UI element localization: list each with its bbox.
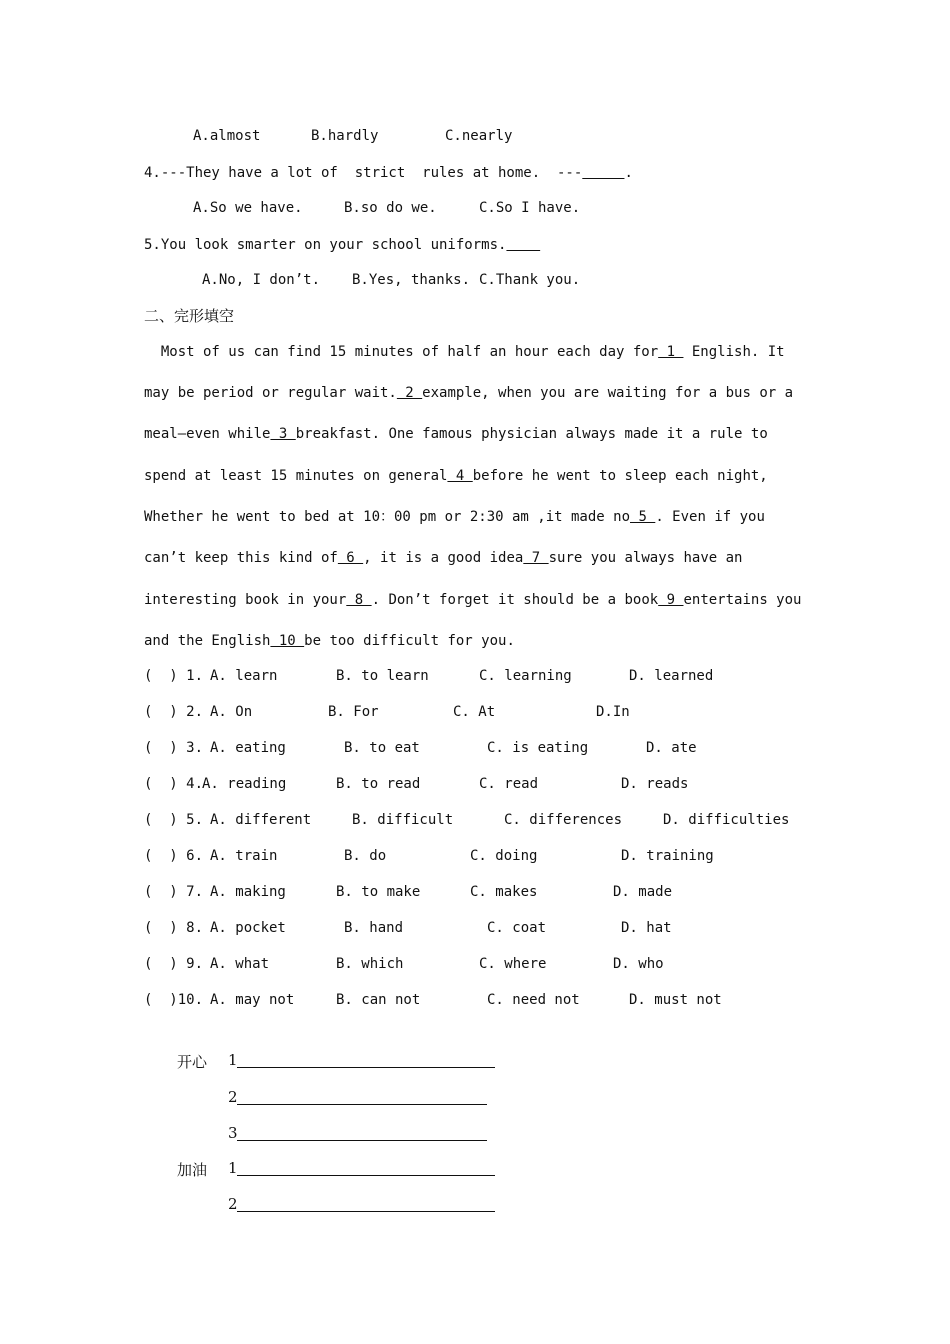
q7-option-c: C. makes xyxy=(470,884,538,900)
question-9-number: ( ) 9. xyxy=(144,956,204,972)
passage-line-6: can’t keep this kind of 6 , it is a good idea 7 sure you always have an xyxy=(144,550,743,566)
q3b-option-a: A. eating xyxy=(210,740,286,756)
q6-option-b: B. do xyxy=(344,848,387,864)
blank-4: 4 xyxy=(447,468,473,484)
q8-option-c: C. coat xyxy=(487,920,547,936)
q5b-option-a: A. different xyxy=(210,812,312,828)
happy-item-3-line[interactable] xyxy=(237,1140,487,1141)
q9-option-b: B. which xyxy=(336,956,404,972)
q9-option-d: D. who xyxy=(613,956,664,972)
question-6-number: ( ) 6. xyxy=(144,848,204,864)
blank-10: 10 xyxy=(270,633,305,649)
cheer-item-2-number: 2 xyxy=(228,1195,238,1213)
q6-option-c: C. doing xyxy=(470,848,538,864)
passage-line-2: may be period or regular wait. 2 example, when you are waiting for a bus or a xyxy=(144,385,794,401)
passage-line-8: and the English 10 be too difficult for you. xyxy=(144,633,515,649)
q3b-option-b: B. to eat xyxy=(344,740,420,756)
blank-2: 2 xyxy=(396,385,423,401)
q1-option-d: D. learned xyxy=(629,668,714,684)
q2-option-a: A. On xyxy=(210,704,253,720)
happy-label: 开心 xyxy=(177,1053,208,1071)
q10-option-a: A. may not xyxy=(210,992,295,1008)
question-4-blank xyxy=(582,165,624,181)
q3-option-b: B.hardly xyxy=(311,128,379,144)
question-2-number: ( ) 2. xyxy=(144,704,204,720)
question-1-number: ( ) 1. xyxy=(144,668,204,684)
question-4b-number: ( ) 4. xyxy=(144,776,204,792)
question-4-text: 4.---They have a lot of strict rules at home. --- xyxy=(144,165,583,181)
q6-option-d: D. training xyxy=(621,848,714,864)
q1-option-c: C. learning xyxy=(479,668,572,684)
q5-option-b: B.Yes, thanks. xyxy=(352,272,471,288)
q1-option-a: A. learn xyxy=(210,668,278,684)
passage-line-3: meal—even while 3 breakfast. One famous physician always made it a rule to xyxy=(144,426,768,442)
q5b-option-b: B. difficult xyxy=(352,812,454,828)
blank-9: 9 xyxy=(658,592,684,608)
happy-item-1-number: 1 xyxy=(228,1051,238,1069)
q2-option-d: D.In xyxy=(596,704,630,720)
q9-option-c: C. where xyxy=(479,956,547,972)
q3b-option-c: C. is eating xyxy=(487,740,589,756)
question-8-number: ( ) 8. xyxy=(144,920,204,936)
question-5-blank xyxy=(506,237,540,253)
happy-item-1-line[interactable] xyxy=(237,1067,495,1068)
blank-8: 8 xyxy=(346,592,372,608)
q2-option-c: C. At xyxy=(453,704,496,720)
q10-option-d: D. must not xyxy=(629,992,722,1008)
blank-6: 6 xyxy=(337,550,364,566)
question-4 xyxy=(144,164,633,182)
q5b-option-c: C. differences xyxy=(504,812,623,828)
section-2-title: 二、完形填空 xyxy=(144,307,235,325)
question-10-number: ( )10. xyxy=(144,992,204,1008)
question-7-number: ( ) 7. xyxy=(144,884,204,900)
q5b-option-d: D. difficulties xyxy=(663,812,790,828)
question-5-text: 5.You look smarter on your school uniforms. xyxy=(144,237,507,253)
happy-item-2-number: 2 xyxy=(228,1088,238,1106)
q4-option-c: C.So I have. xyxy=(479,200,581,216)
blank-7: 7 xyxy=(523,550,549,566)
q5-option-c: C.Thank you. xyxy=(479,272,581,288)
cheer-item-2-line[interactable] xyxy=(237,1211,495,1212)
q8-option-b: B. hand xyxy=(344,920,404,936)
q7-option-a: A. making xyxy=(210,884,286,900)
passage-line-5: Whether he went to bed at 10：00 pm or 2:30 am ,it made no 5 . Even if you xyxy=(144,509,765,525)
q7-option-b: B. to make xyxy=(336,884,421,900)
blank-5: 5 xyxy=(630,509,656,525)
q1-option-b: B. to learn xyxy=(336,668,429,684)
blank-1: 1 xyxy=(658,344,684,360)
passage-line-4: spend at least 15 minutes on general 4 before he went to sleep each night, xyxy=(144,468,768,484)
q4-option-a: A.So we have. xyxy=(193,200,303,216)
question-5b-number: ( ) 5. xyxy=(144,812,204,828)
q8-option-a: A. pocket xyxy=(210,920,286,936)
q7-option-d: D. made xyxy=(613,884,673,900)
q4b-option-c: C. read xyxy=(479,776,539,792)
q10-option-b: B. can not xyxy=(336,992,421,1008)
passage-line-7: interesting book in your 8 . Don’t forget it should be a book 9 entertains you xyxy=(144,592,802,608)
passage-line-1: Most of us can find 15 minutes of half an hour each day for 1 English. It xyxy=(144,344,785,360)
question-3-number: ( ) 3. xyxy=(144,740,204,756)
q3-option-c: C.nearly xyxy=(445,128,513,144)
cheer-item-1-number: 1 xyxy=(228,1159,238,1177)
q4b-option-b: B. to read xyxy=(336,776,421,792)
q5-option-a: A.No, I don’t. xyxy=(202,272,321,288)
q4-option-b: B.so do we. xyxy=(344,200,437,216)
q6-option-a: A. train xyxy=(210,848,278,864)
q3-option-a: A.almost xyxy=(193,128,261,144)
blank-3: 3 xyxy=(270,426,296,442)
cheer-label: 加油 xyxy=(177,1161,208,1179)
cheer-item-1-line[interactable] xyxy=(237,1175,495,1176)
q2-option-b: B. For xyxy=(328,704,379,720)
question-5 xyxy=(144,236,540,254)
q8-option-d: D. hat xyxy=(621,920,672,936)
q4b-option-d: D. reads xyxy=(621,776,689,792)
q4b-option-a: A. reading xyxy=(202,776,287,792)
question-4-suffix: . xyxy=(624,165,633,181)
happy-item-2-line[interactable] xyxy=(237,1104,487,1105)
q3b-option-d: D. ate xyxy=(646,740,697,756)
q10-option-c: C. need not xyxy=(487,992,580,1008)
happy-item-3-number: 3 xyxy=(228,1124,238,1142)
q9-option-a: A. what xyxy=(210,956,270,972)
